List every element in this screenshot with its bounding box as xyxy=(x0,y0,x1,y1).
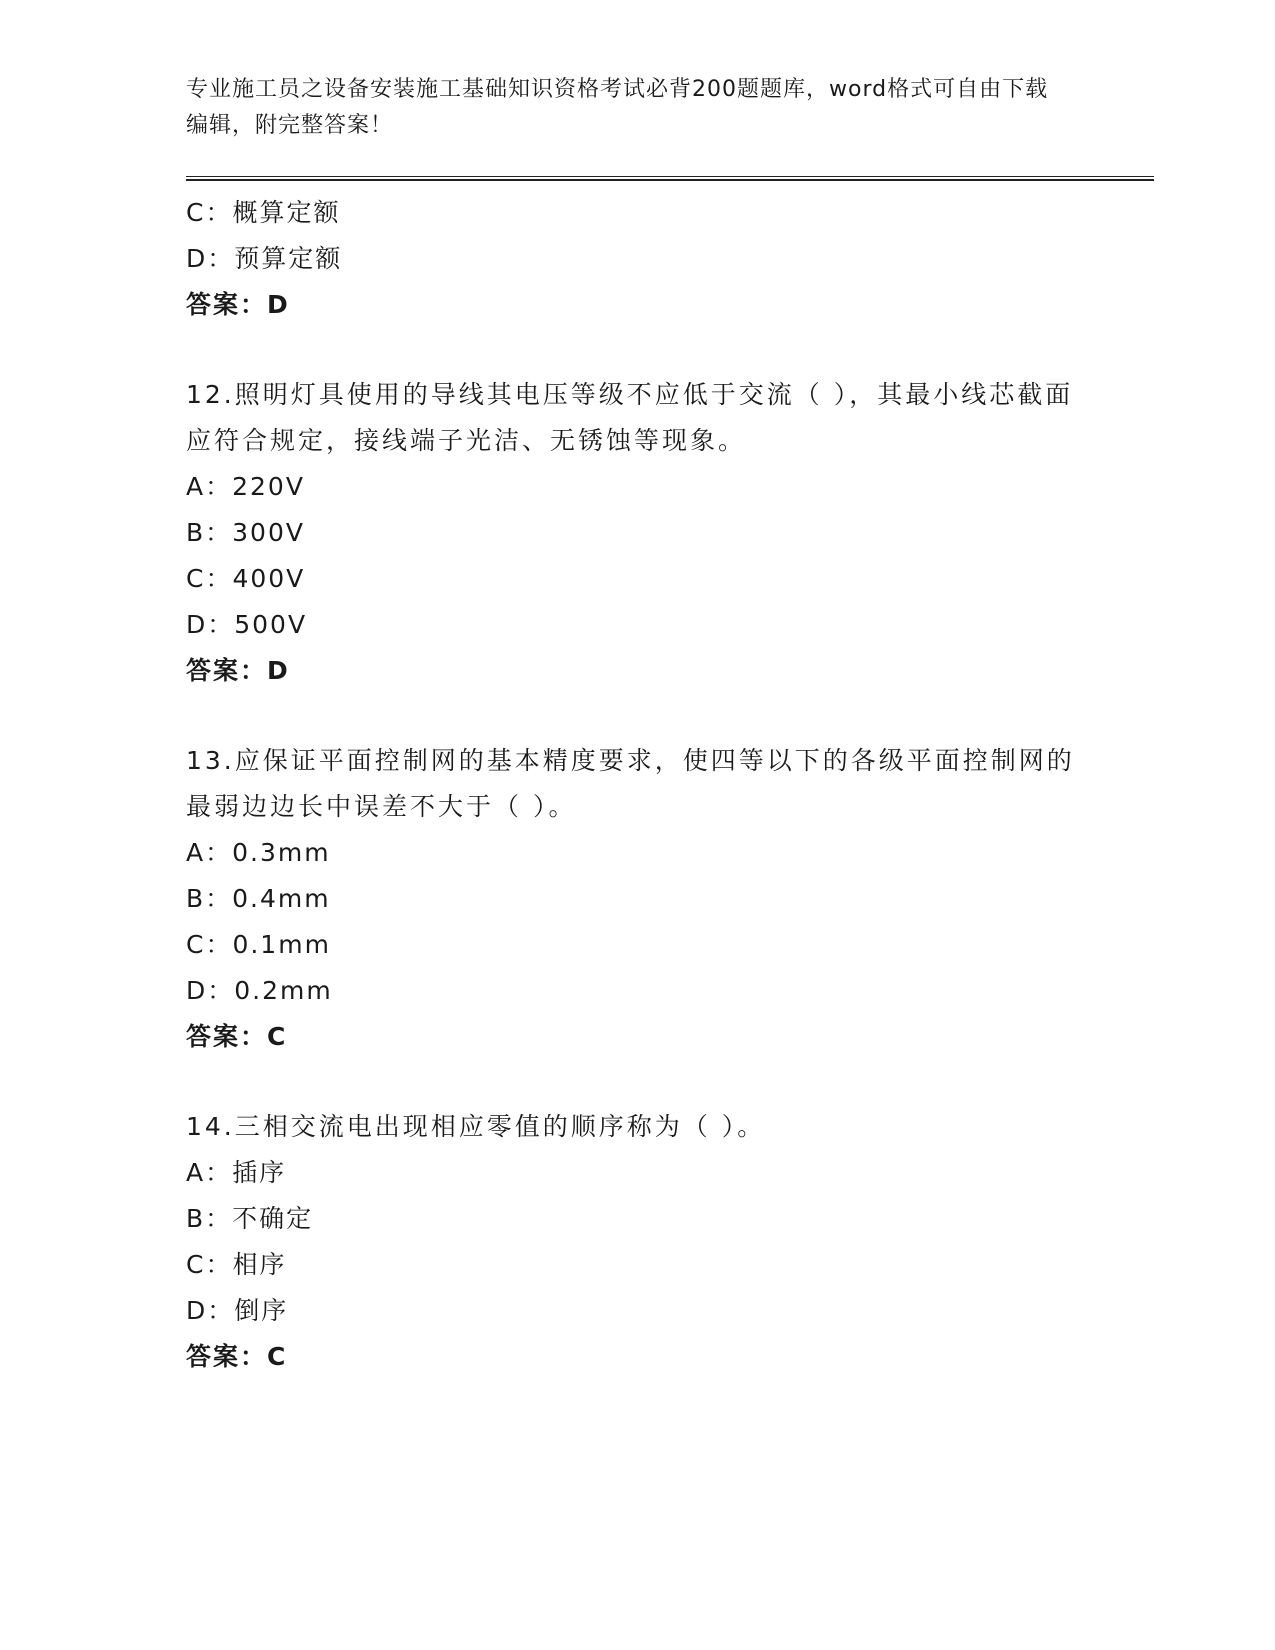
question-text: 14.三相交流电出现相应零值的顺序称为（ ）。 xyxy=(186,1112,766,1141)
option-b: B：0.4mm xyxy=(186,884,331,913)
option-a: A：插序 xyxy=(186,1158,287,1187)
option-b: B：300V xyxy=(186,518,305,547)
header-divider xyxy=(186,176,1154,181)
spacer xyxy=(186,694,1086,738)
answer-line: 答案：D xyxy=(186,656,290,685)
option-c: C：概算定额 xyxy=(186,198,341,227)
option-c: C：0.1mm xyxy=(186,930,331,959)
option-d: D：500V xyxy=(186,610,308,639)
question-text: 12.照明灯具使用的导线其电压等级不应低于交流（ ），其最小线芯截面应符合规定，接线端子光洁、无锈蚀等现象。 xyxy=(186,380,1074,455)
option-a: A：0.3mm xyxy=(186,838,331,867)
option-c: C：400V xyxy=(186,564,306,593)
option-a: A：220V xyxy=(186,472,305,501)
question-block-11-tail xyxy=(186,190,1086,328)
option-d: D：0.2mm xyxy=(186,976,333,1005)
answer-line: 答案：D xyxy=(186,290,290,319)
option-c: C：相序 xyxy=(186,1250,287,1279)
spacer xyxy=(186,328,1086,372)
answer-line: 答案：C xyxy=(186,1342,288,1371)
question-block-13 xyxy=(186,738,1086,1060)
question-block-12 xyxy=(186,372,1086,694)
question-block-14 xyxy=(186,1104,1086,1380)
option-d: D：预算定额 xyxy=(186,244,343,273)
answer-line: 答案：C xyxy=(186,1022,288,1051)
question-content xyxy=(186,190,1086,1380)
document-header: 专业施工员之设备安装施工基础知识资格考试必背200题题库，word格式可自由下载编辑，附完整答案！ xyxy=(186,77,1049,138)
spacer xyxy=(186,1060,1086,1104)
option-d: D：倒序 xyxy=(186,1296,289,1325)
question-text: 13.应保证平面控制网的基本精度要求，使四等以下的各级平面控制网的最弱边边长中误差不大于（ ）。 xyxy=(186,746,1075,821)
option-b: B：不确定 xyxy=(186,1204,314,1233)
